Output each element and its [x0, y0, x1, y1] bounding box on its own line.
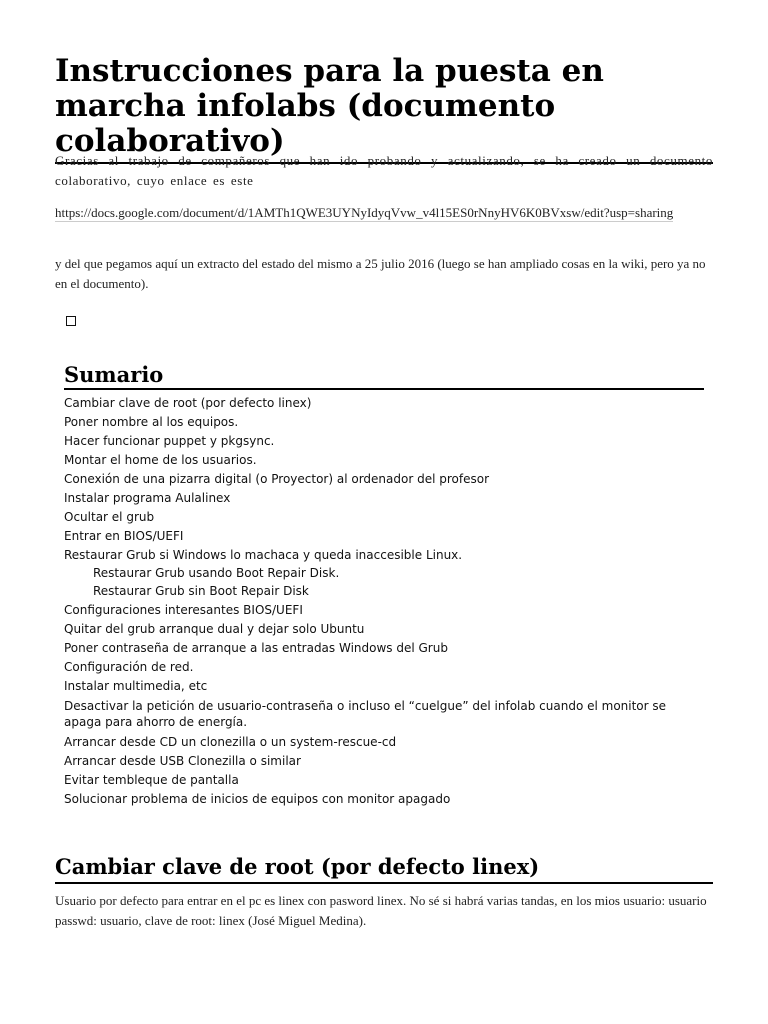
toc-item[interactable]: Ocultar el grub — [64, 510, 155, 524]
toc-item[interactable]: Instalar programa Aulalinex — [64, 491, 231, 505]
toc-item[interactable]: Configuración de red. — [64, 660, 194, 674]
intro-paragraph: Gracias al trabajo de compañeros que han ido probando y actualizando, se ha creado un documento colaborativo, cuyo enlace es este — [55, 153, 713, 188]
toc-item[interactable]: Quitar del grub arranque dual y dejar solo Ubuntu — [64, 622, 365, 636]
toc-heading: Sumario — [64, 362, 704, 390]
toc-item[interactable]: Desactivar la petición de usuario-contraseña o incluso el “cuelgue” del infolab cuando el monitor se apaga para ahorro de energía. — [64, 699, 667, 729]
toc-item[interactable]: Conexión de una pizarra digital (o Proyector) al ordenador del profesor — [64, 472, 490, 486]
toc-item[interactable]: Solucionar problema de inicios de equipos con monitor apagado — [64, 792, 451, 806]
toc-item[interactable]: Arrancar desde USB Clonezilla o similar — [64, 754, 301, 768]
toc-item[interactable]: Montar el home de los usuarios. — [64, 453, 257, 467]
toc-item[interactable]: Configuraciones interesantes BIOS/UEFI — [64, 603, 303, 617]
toc-subitem[interactable]: Restaurar Grub sin Boot Repair Disk — [93, 584, 309, 598]
toc-list — [64, 394, 704, 809]
table-of-contents — [64, 362, 704, 809]
toc-item[interactable]: Cambiar clave de root (por defecto linex) — [64, 396, 312, 410]
toc-toggle-checkbox[interactable] — [66, 316, 76, 326]
toc-subitem[interactable]: Restaurar Grub usando Boot Repair Disk. — [93, 566, 340, 580]
toc-item[interactable]: Poner contraseña de arranque a las entradas Windows del Grub — [64, 641, 448, 655]
toc-item[interactable]: Poner nombre al los equipos. — [64, 415, 239, 429]
extract-note-paragraph: y del que pegamos aquí un extracto del estado del mismo a 25 julio 2016 (luego se han ampliado cosas en la wiki, pero ya no en el documento). — [55, 256, 706, 291]
google-doc-link[interactable]: https://docs.google.com/document/d/1AMTh1QWE3UYNyIdyqVvw_v4l15ES0rNnyHV6K0BVxsw/edit?usp=sharing — [55, 205, 674, 220]
toc-item[interactable]: Entrar en BIOS/UEFI — [64, 529, 184, 543]
section-body-cambiar-clave-root: Usuario por defecto para entrar en el pc es linex con pasword linex. No sé si habrá varias tandas, en los mios usuario: usuario passwd: usuario, clave de root: linex (José Miguel Medina). — [55, 893, 707, 928]
toc-item[interactable]: Arrancar desde CD un clonezilla o un system-rescue-cd — [64, 735, 397, 749]
toc-item[interactable]: Hacer funcionar puppet y pkgsync. — [64, 434, 275, 448]
toc-item[interactable]: Restaurar Grub si Windows lo machaca y queda inaccesible Linux. — [64, 548, 463, 562]
section-heading-cambiar-clave-root: Cambiar clave de root (por defecto linex) — [55, 852, 713, 884]
toc-item[interactable]: Evitar tembleque de pantalla — [64, 773, 239, 787]
toc-item[interactable]: Instalar multimedia, etc — [64, 679, 208, 693]
link-paragraph — [55, 203, 713, 223]
page-title: Instrucciones para la puesta en marcha infolabs (documento colaborativo) — [55, 54, 713, 164]
